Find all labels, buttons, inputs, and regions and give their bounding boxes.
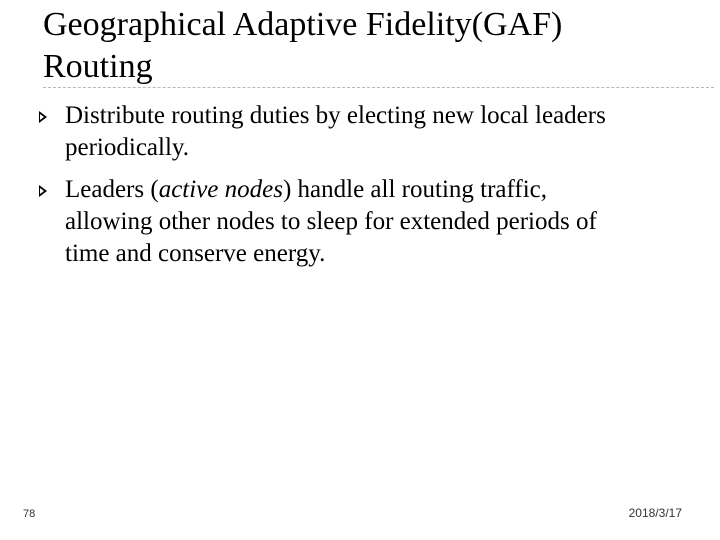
arrow-bullet-icon: [39, 185, 47, 197]
title-line-2: Routing: [43, 48, 153, 85]
bullet-2-line-1-pre: Leaders (: [65, 176, 159, 203]
bullet-list: [36, 100, 696, 280]
bullet-item-1: [36, 100, 696, 164]
arrow-bullet-icon: [39, 111, 47, 123]
bullet-2-line-1: [65, 174, 696, 206]
slide-title: [43, 4, 683, 88]
bullet-2-line-3: time and conserve energy.: [65, 240, 326, 267]
bullet-2-line-2: allowing other nodes to sleep for extended periods of: [65, 208, 597, 235]
bullet-item-2: [36, 174, 696, 270]
title-divider: [43, 87, 714, 88]
slide-number: 78: [23, 508, 36, 520]
title-line-1: Geographical Adaptive Fidelity(GAF): [43, 6, 563, 43]
bullet-1-line-2: periodically.: [65, 134, 190, 161]
slide-date: 2018/3/17: [628, 506, 682, 520]
active-nodes-term: active nodes: [158, 176, 283, 203]
bullet-1-line-1: Distribute routing duties by electing new local leaders: [65, 102, 606, 129]
bullet-2-line-1-post: ) handle all routing traffic,: [282, 176, 547, 203]
